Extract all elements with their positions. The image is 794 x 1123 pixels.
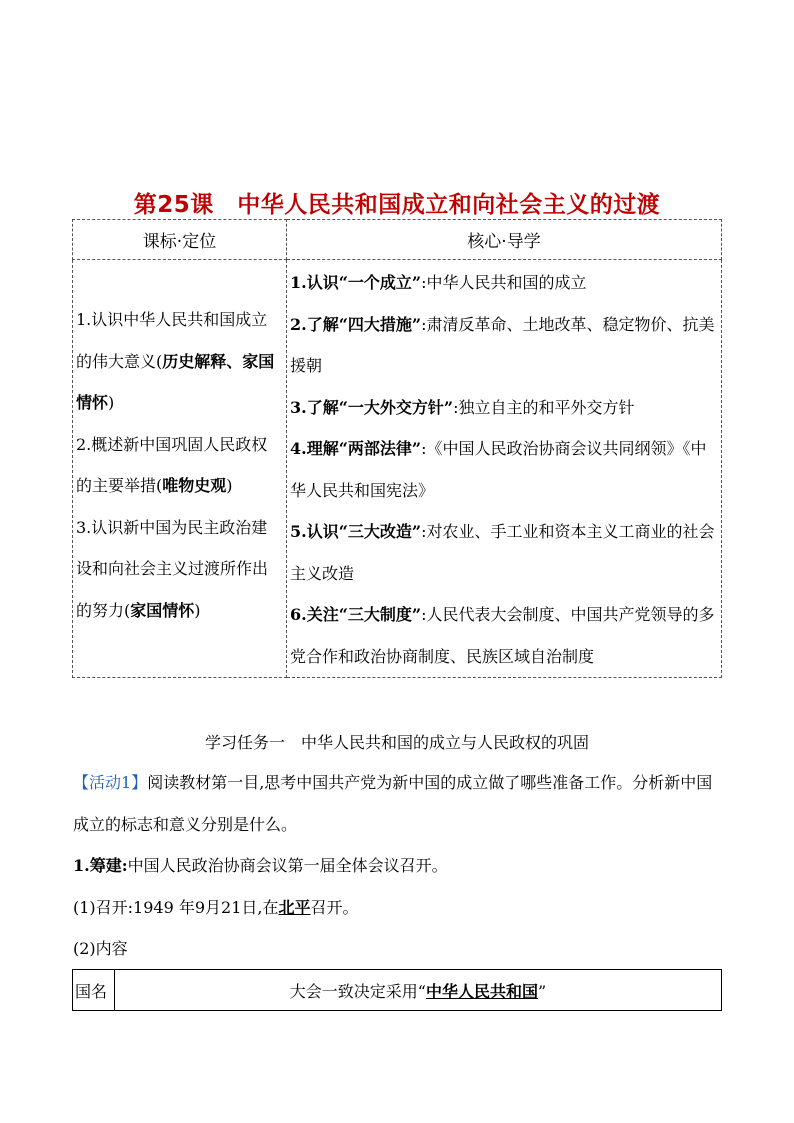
- activity-paragraph: [73, 762, 723, 845]
- guo-value: 大会一致决定采用“中华人民共和国”: [115, 970, 722, 1011]
- answer-beiping: 北平: [278, 898, 311, 917]
- standards-table: [72, 219, 722, 678]
- sub-point-2: (2)内容: [73, 939, 128, 958]
- core-item: 5.认识“三大改造”:对农业、手工业和资本主义工商业的社会主义改造: [290, 522, 715, 583]
- answer-country-name: 中华人民共和国: [425, 981, 538, 1001]
- content-table: [72, 969, 722, 1011]
- col-header-core: 核心·导学: [287, 220, 722, 260]
- activity-tag: 【活动1】: [73, 773, 148, 792]
- core-guide-cell: [287, 260, 722, 678]
- standard-item: 3.认识新中国为民主政治建设和向社会主义过渡所作出的努力(家国情怀): [76, 517, 269, 620]
- core-item: 4.理解“两部法律”:《中国人民政治协商会议共同纲领》《中华人民共和国宪法》: [290, 439, 707, 500]
- standard-item: 2.概述新中国巩固人民政权的主要举措(唯物史观): [76, 434, 268, 495]
- core-item: 6.关注“三大制度”:人民代表大会制度、中国共产党领导的多党合作和政治协商制度、民族区域自治制度: [290, 605, 715, 666]
- activity-text: 阅读教材第一目,思考中国共产党为新中国的成立做了哪些准备工作。分析新中国成立的标志和意义分别是什么。: [73, 773, 713, 834]
- core-item: 2.了解“四大措施”:肃清反革命、土地改革、稳定物价、抗美援朝: [290, 314, 715, 375]
- task-heading: 学习任务一 中华人民共和国的成立与人民政权的巩固: [204, 733, 589, 752]
- point-1: 1.筹建:中国人民政治协商会议第一届全体会议召开。: [73, 856, 448, 875]
- standards-cell: [73, 260, 287, 678]
- sub-point-1: (1)召开:1949 年9月21日,在北平召开。: [73, 898, 359, 917]
- core-item: 1.认识“一个成立”:中华人民共和国的成立: [290, 273, 587, 292]
- standard-item: 1.认识中华人民共和国成立的伟大意义(历史解释、家国情怀): [76, 310, 275, 412]
- guo-label: 国名: [73, 970, 115, 1011]
- lesson-title: 第25课 中华人民共和国成立和向社会主义的过渡: [133, 192, 661, 218]
- core-item: 3.了解“一大外交方针”:独立自主的和平外交方针: [290, 397, 635, 417]
- col-header-standards: 课标·定位: [73, 220, 287, 260]
